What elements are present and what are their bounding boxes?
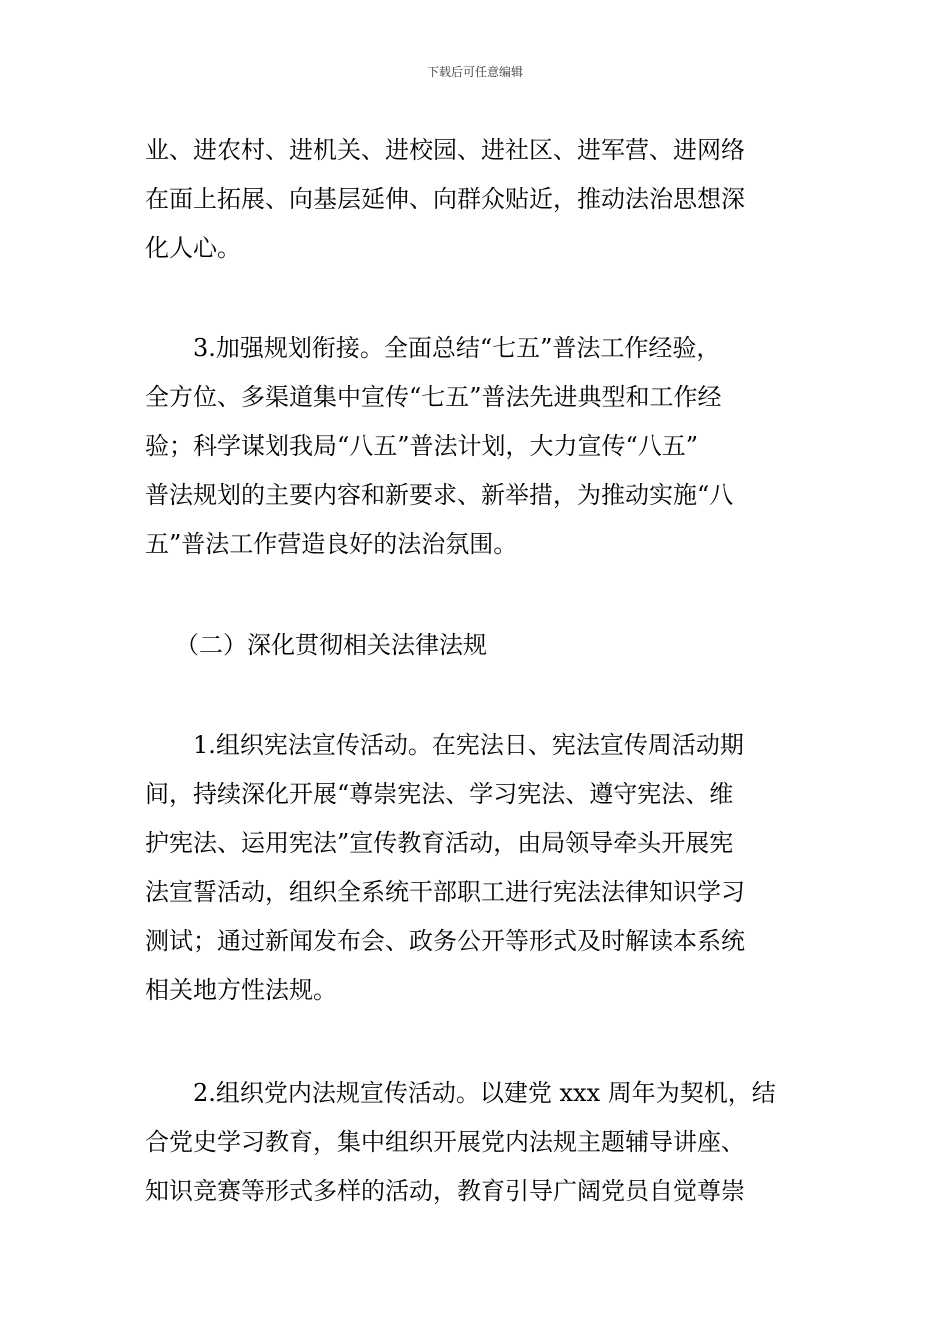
text-line: 3.加强规划衔接。全面总结“七五”普法工作经验， (193, 334, 721, 362)
text-line: 护宪法、运用宪法”宣传教育活动，由局领导牵头开展宪 (145, 829, 734, 857)
text-line: 验；科学谋划我局“八五”普法计划，大力宣传“八五” (145, 432, 699, 460)
text-line: 化人心。 (145, 234, 241, 262)
text-line: 间，持续深化开展“尊崇宪法、学习宪法、遵守宪法、维 (145, 780, 734, 808)
paragraph-continuation (145, 126, 810, 273)
text-line: 2.组织党内法规宣传活动。以建党 xxx 周年为契机，结 (193, 1079, 776, 1107)
heading-line: （二）深化贯彻相关法律法规 (175, 631, 487, 659)
paragraph-party-rules (145, 1069, 810, 1216)
text-line: 在面上拓展、向基层延伸、向群众贴近，推动法治思想深 (145, 185, 745, 213)
page-header: 下载后可任意编辑 (426, 65, 523, 79)
text-line: 相关地方性法规。 (145, 976, 337, 1004)
text-line: 全方位、多渠道集中宣传“七五”普法先进典型和工作经 (145, 383, 722, 411)
text-line: 1.组织宪法宣传活动。在宪法日、宪法宣传周活动期 (193, 731, 744, 759)
text-line: 普法规划的主要内容和新要求、新举措，为推动实施“八 (145, 481, 734, 509)
text-line: 测试；通过新闻发布会、政务公开等形式及时解读本系统 (145, 927, 745, 955)
text-line: 合党史学习教育，集中组织开展党内法规主题辅导讲座、 (145, 1128, 745, 1156)
text-line: 业、进农村、进机关、进校园、进社区、进军营、进网络 (145, 136, 745, 164)
text-line: 知识竞赛等形式多样的活动，教育引导广阔党员自觉尊崇 (145, 1177, 745, 1205)
paragraph-planning (145, 324, 810, 569)
paragraph-constitution (145, 721, 810, 1015)
section-heading (145, 621, 810, 670)
text-line: 法宣誓活动，组织全系统干部职工进行宪法法律知识学习 (145, 878, 745, 906)
text-line: 五”普法工作营造良好的法治氛围。 (145, 530, 518, 558)
